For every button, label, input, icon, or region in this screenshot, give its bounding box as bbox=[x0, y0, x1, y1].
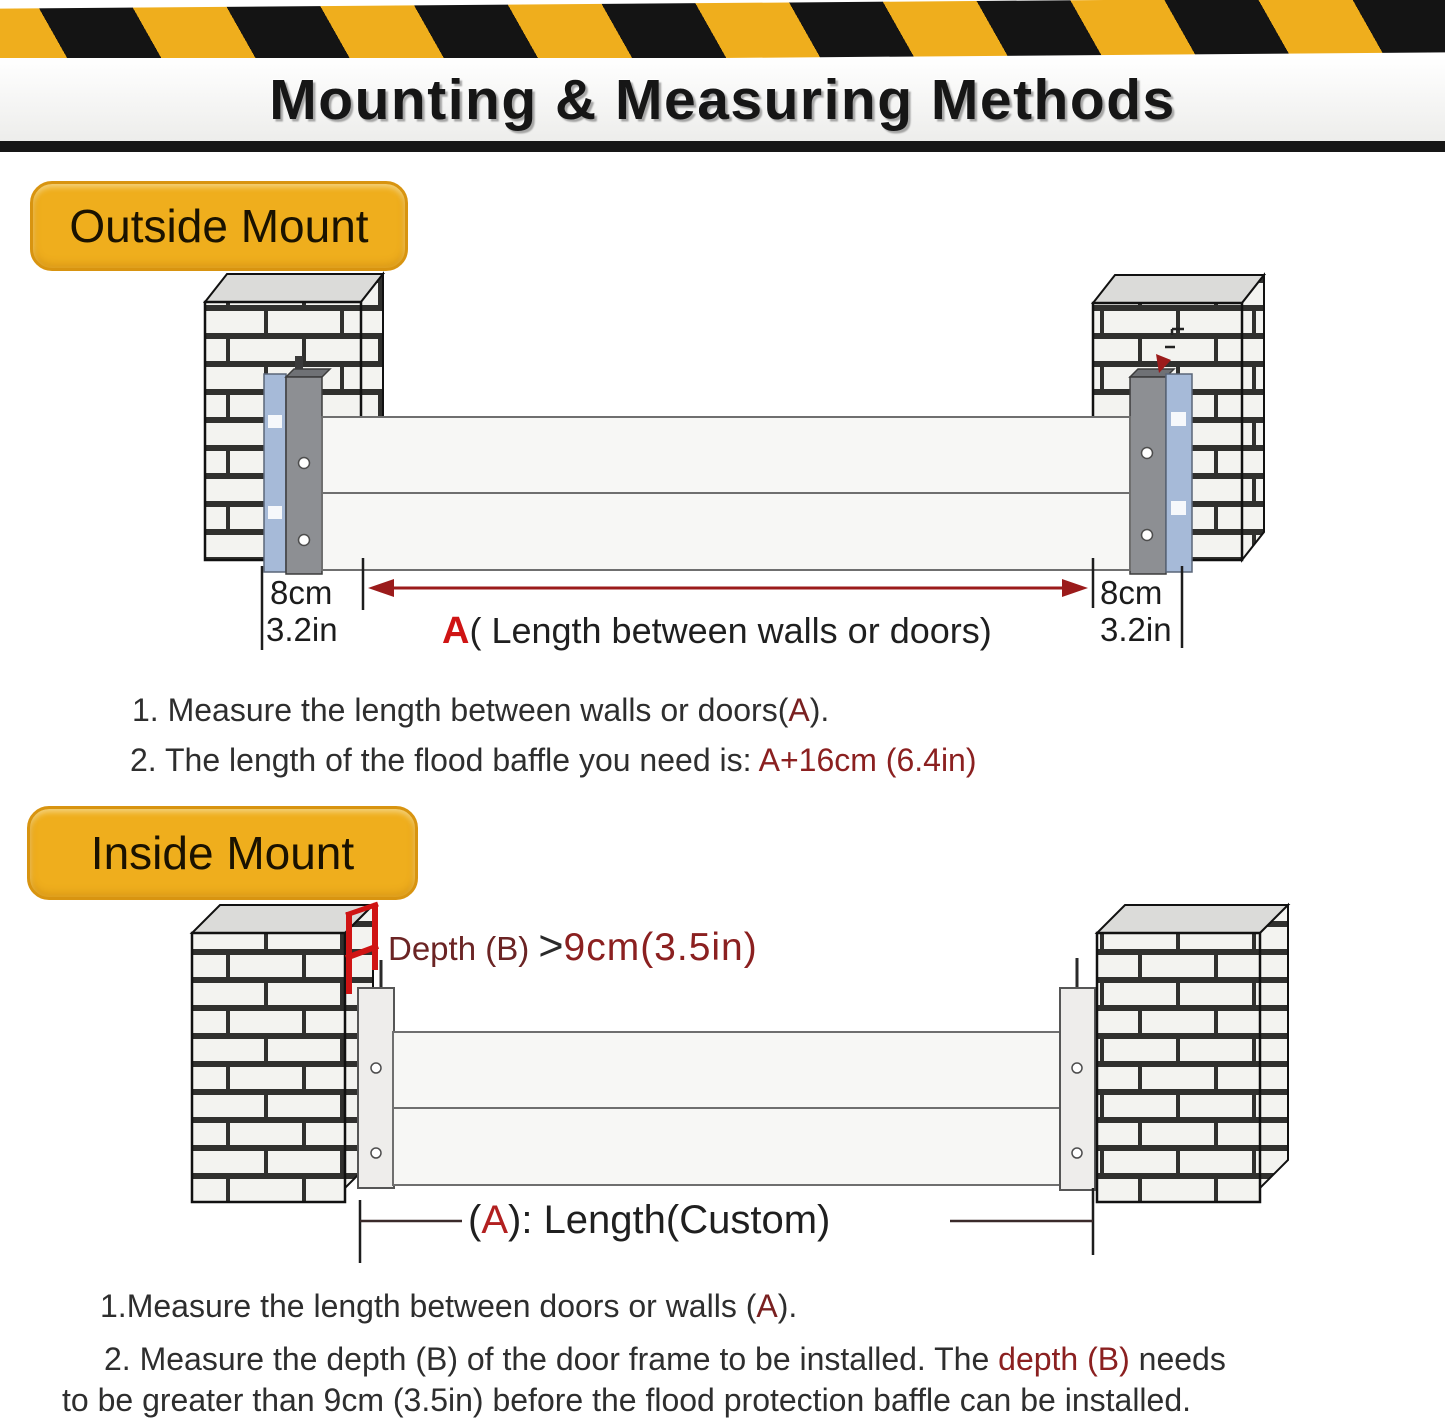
outside-step-2: 2. The length of the flood baffle you need is: A+16cm (6.4in) bbox=[130, 742, 977, 778]
inside-step-1: 1.Measure the length between doors or walls (A). bbox=[100, 1288, 798, 1324]
page-title: Mounting & Measuring Methods bbox=[269, 68, 1176, 132]
inside-mount-badge bbox=[27, 806, 418, 900]
brick-pillar-left-inside bbox=[192, 905, 373, 1202]
flood-barrier-panel-inside bbox=[393, 1032, 1060, 1185]
depth-b-label: Depth (B) >9cm(3.5in) bbox=[388, 922, 758, 970]
dimension-arrow bbox=[368, 579, 1088, 597]
outside-step-1: 1. Measure the length between walls or doors(A). bbox=[132, 692, 830, 728]
right-offset-in-label: 3.2in bbox=[1100, 611, 1172, 648]
flood-barrier-panel bbox=[322, 417, 1130, 570]
jamb-bracket-right bbox=[1060, 958, 1095, 1190]
inside-mount-badge-label: Inside Mount bbox=[90, 827, 355, 879]
left-offset-in-label: 3.2in bbox=[266, 611, 338, 648]
jamb-bracket-left bbox=[358, 960, 394, 1188]
outside-mount-badge bbox=[30, 181, 408, 271]
outside-mount-badge-label: Outside Mount bbox=[69, 200, 369, 252]
dimension-a-letter: A bbox=[442, 610, 470, 652]
length-a-dimension-label: A( Length between walls or doors) bbox=[442, 610, 992, 652]
left-offset-cm-label: 8cm bbox=[270, 574, 333, 611]
inside-step-2-line-2: to be greater than 9cm (3.5in) before the flood protection baffle can be installed. bbox=[62, 1382, 1192, 1418]
right-offset-cm-label: 8cm bbox=[1100, 574, 1163, 611]
brick-pillar-right-inside bbox=[1097, 905, 1288, 1202]
length-custom-label: (A): Length(Custom) bbox=[468, 1198, 831, 1242]
seal-strip-left bbox=[264, 374, 286, 572]
inside-step-2-line-1: 2. Measure the depth (B) of the door frame to be installed. The depth (B) needs bbox=[104, 1341, 1226, 1377]
